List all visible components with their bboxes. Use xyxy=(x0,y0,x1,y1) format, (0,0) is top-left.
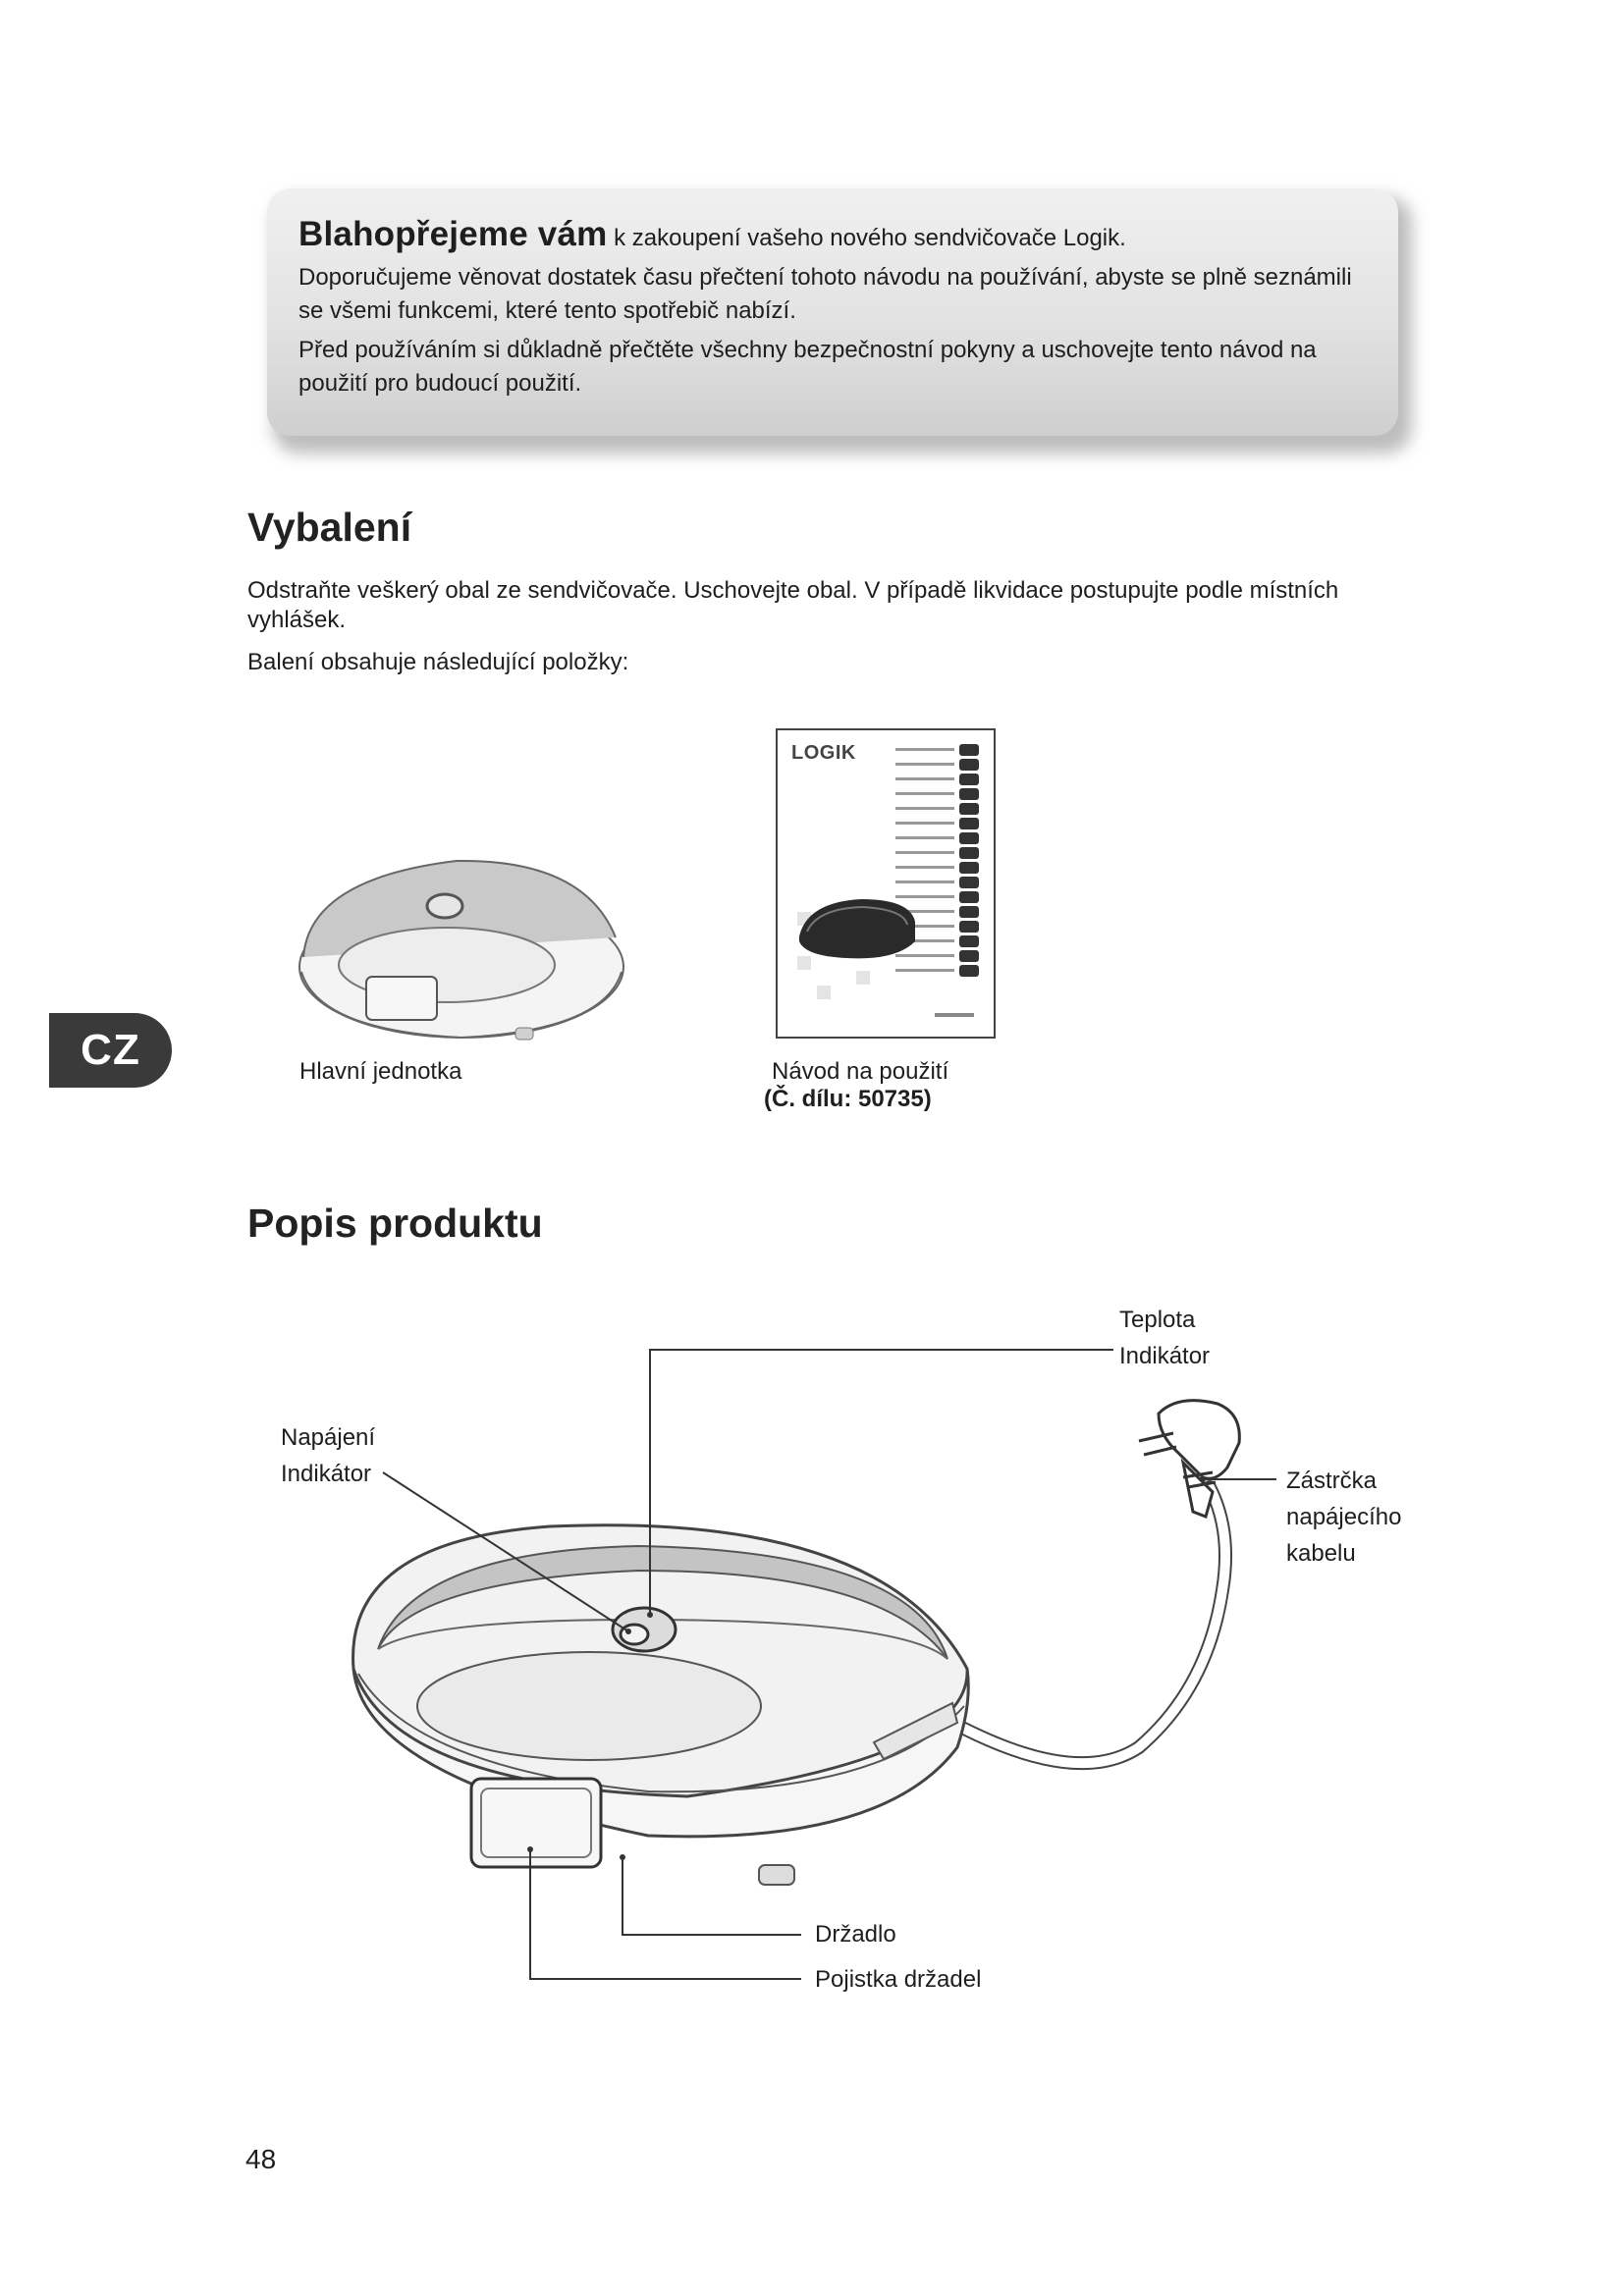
label-temp-line2: Indikátor xyxy=(1119,1343,1211,1369)
label-power-indicator xyxy=(281,1419,375,1492)
item2-caption: Návod na použití xyxy=(772,1058,949,1085)
product-diagram xyxy=(0,1276,1624,2022)
label-handle: Držadlo xyxy=(815,1921,896,1948)
intro-lead-rest: k zakoupení vašeho nového sendvičovače Logik. xyxy=(607,225,1126,251)
intro-para2-line2: použití pro budoucí použití. xyxy=(298,370,582,397)
unpacking-heading: Vybalení xyxy=(247,505,412,550)
label-temp-line1: Teplota xyxy=(1119,1307,1196,1333)
label-plug-line1: Zástrčka xyxy=(1286,1468,1378,1494)
unpacking-line3: Balení obsahuje následující položky: xyxy=(247,649,629,675)
intro-bold-lead: Blahopřejeme vám xyxy=(298,215,608,253)
manual-brand: LOGIK xyxy=(791,742,856,764)
label-plug-line2: napájecího xyxy=(1286,1504,1402,1530)
item1-caption: Hlavní jednotka xyxy=(299,1058,462,1085)
label-power-line1: Napájení xyxy=(281,1424,376,1451)
label-plug-line3: kabelu xyxy=(1286,1540,1356,1567)
intro-lead xyxy=(298,215,1367,255)
intro-box xyxy=(267,188,1398,436)
main-unit-illustration xyxy=(290,849,633,1045)
manual-thumbnail xyxy=(776,728,996,1039)
product-heading: Popis produktu xyxy=(247,1201,543,1246)
unpacking-line1: Odstraňte veškerý obal ze sendvičovače. Uschovejte obal. V případě likvidace postupujte podle místních xyxy=(247,577,1339,604)
label-power-line2: Indikátor xyxy=(281,1461,372,1487)
manual-language-list xyxy=(778,730,994,1037)
power-cord xyxy=(964,1487,1225,1763)
label-power-plug xyxy=(1286,1463,1401,1572)
intro-para1-line1: Doporučujeme věnovat dostatek času přečtení tohoto návodu na používání, abyste se plně seznámili xyxy=(298,264,1352,291)
language-tab-cz: CZ xyxy=(49,1013,172,1088)
label-handle-latch: Pojistka držadel xyxy=(815,1966,982,1993)
item2-part-number: (Č. dílu: 50735) xyxy=(764,1086,932,1112)
label-temp-indicator xyxy=(1119,1302,1210,1374)
page-number: 48 xyxy=(245,2144,277,2174)
power-plug xyxy=(1139,1401,1239,1517)
intro-para2-line1: Před používáním si důkladně přečtěte všechny bezpečnostní pokyny a uschovejte tento návod na xyxy=(298,337,1317,363)
intro-para1-line2: se všemi funkcemi, které tento spotřebič nabízí. xyxy=(298,297,796,324)
unpacking-line2: vyhlášek. xyxy=(247,607,347,633)
sandwich-maker-body xyxy=(353,1525,969,1885)
